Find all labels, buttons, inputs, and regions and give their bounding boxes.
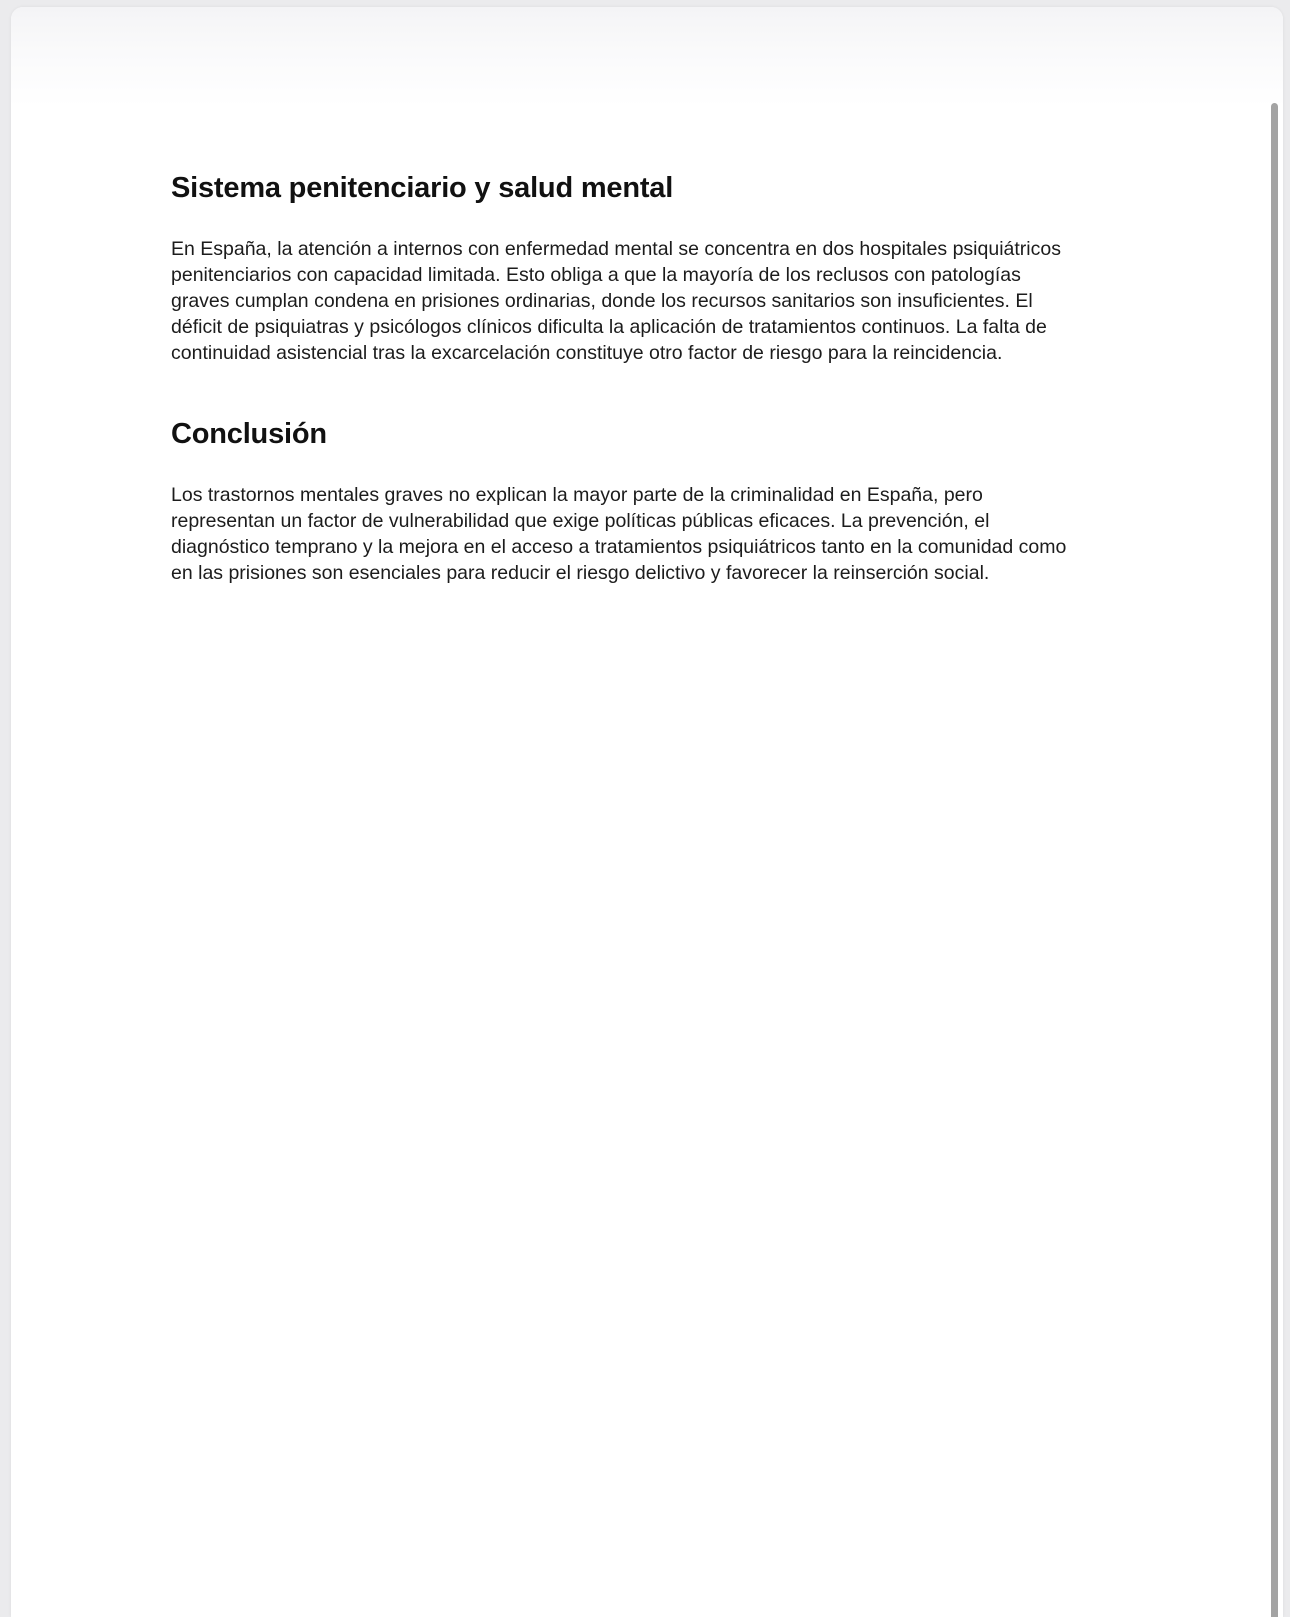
section-heading: Sistema penitenciario y salud mental (171, 172, 674, 204)
vertical-scrollbar-thumb[interactable] (1271, 103, 1278, 1617)
page-content (11, 7, 1080, 586)
section-heading: Conclusión (171, 418, 327, 450)
section-penitentiary (171, 171, 1080, 366)
section-paragraph: Los trastornos mentales graves no explican la mayor parte de la criminalidad en España, pero representan un factor de vulnerabilidad que exige políticas públicas eficaces. La prevención, el diagnóstico temprano y la mejora en el acceso a tratamientos psiquiátricos tanto en la comunidad como en las prisiones son esenciales para reducir el riesgo delictivo y favorecer la reinserción social. (171, 484, 1067, 584)
document-page (11, 7, 1283, 1617)
section-paragraph: En España, la atención a internos con enfermedad mental se concentra en dos hospitales psiquiátricos penitenciarios con capacidad limitada. Esto obliga a que la mayoría de los reclusos con patologías graves cumplan condena en prisiones ordinarias, donde los recursos sanitarios son insuficientes. El déficit de psiquiatras y psicólogos clínicos dificulta la aplicación de tratamientos continuos. La falta de continuidad asistencial tras la excarcelación constituye otro factor de riesgo para la reincidencia. (171, 238, 1061, 364)
section-conclusion (171, 417, 1080, 586)
